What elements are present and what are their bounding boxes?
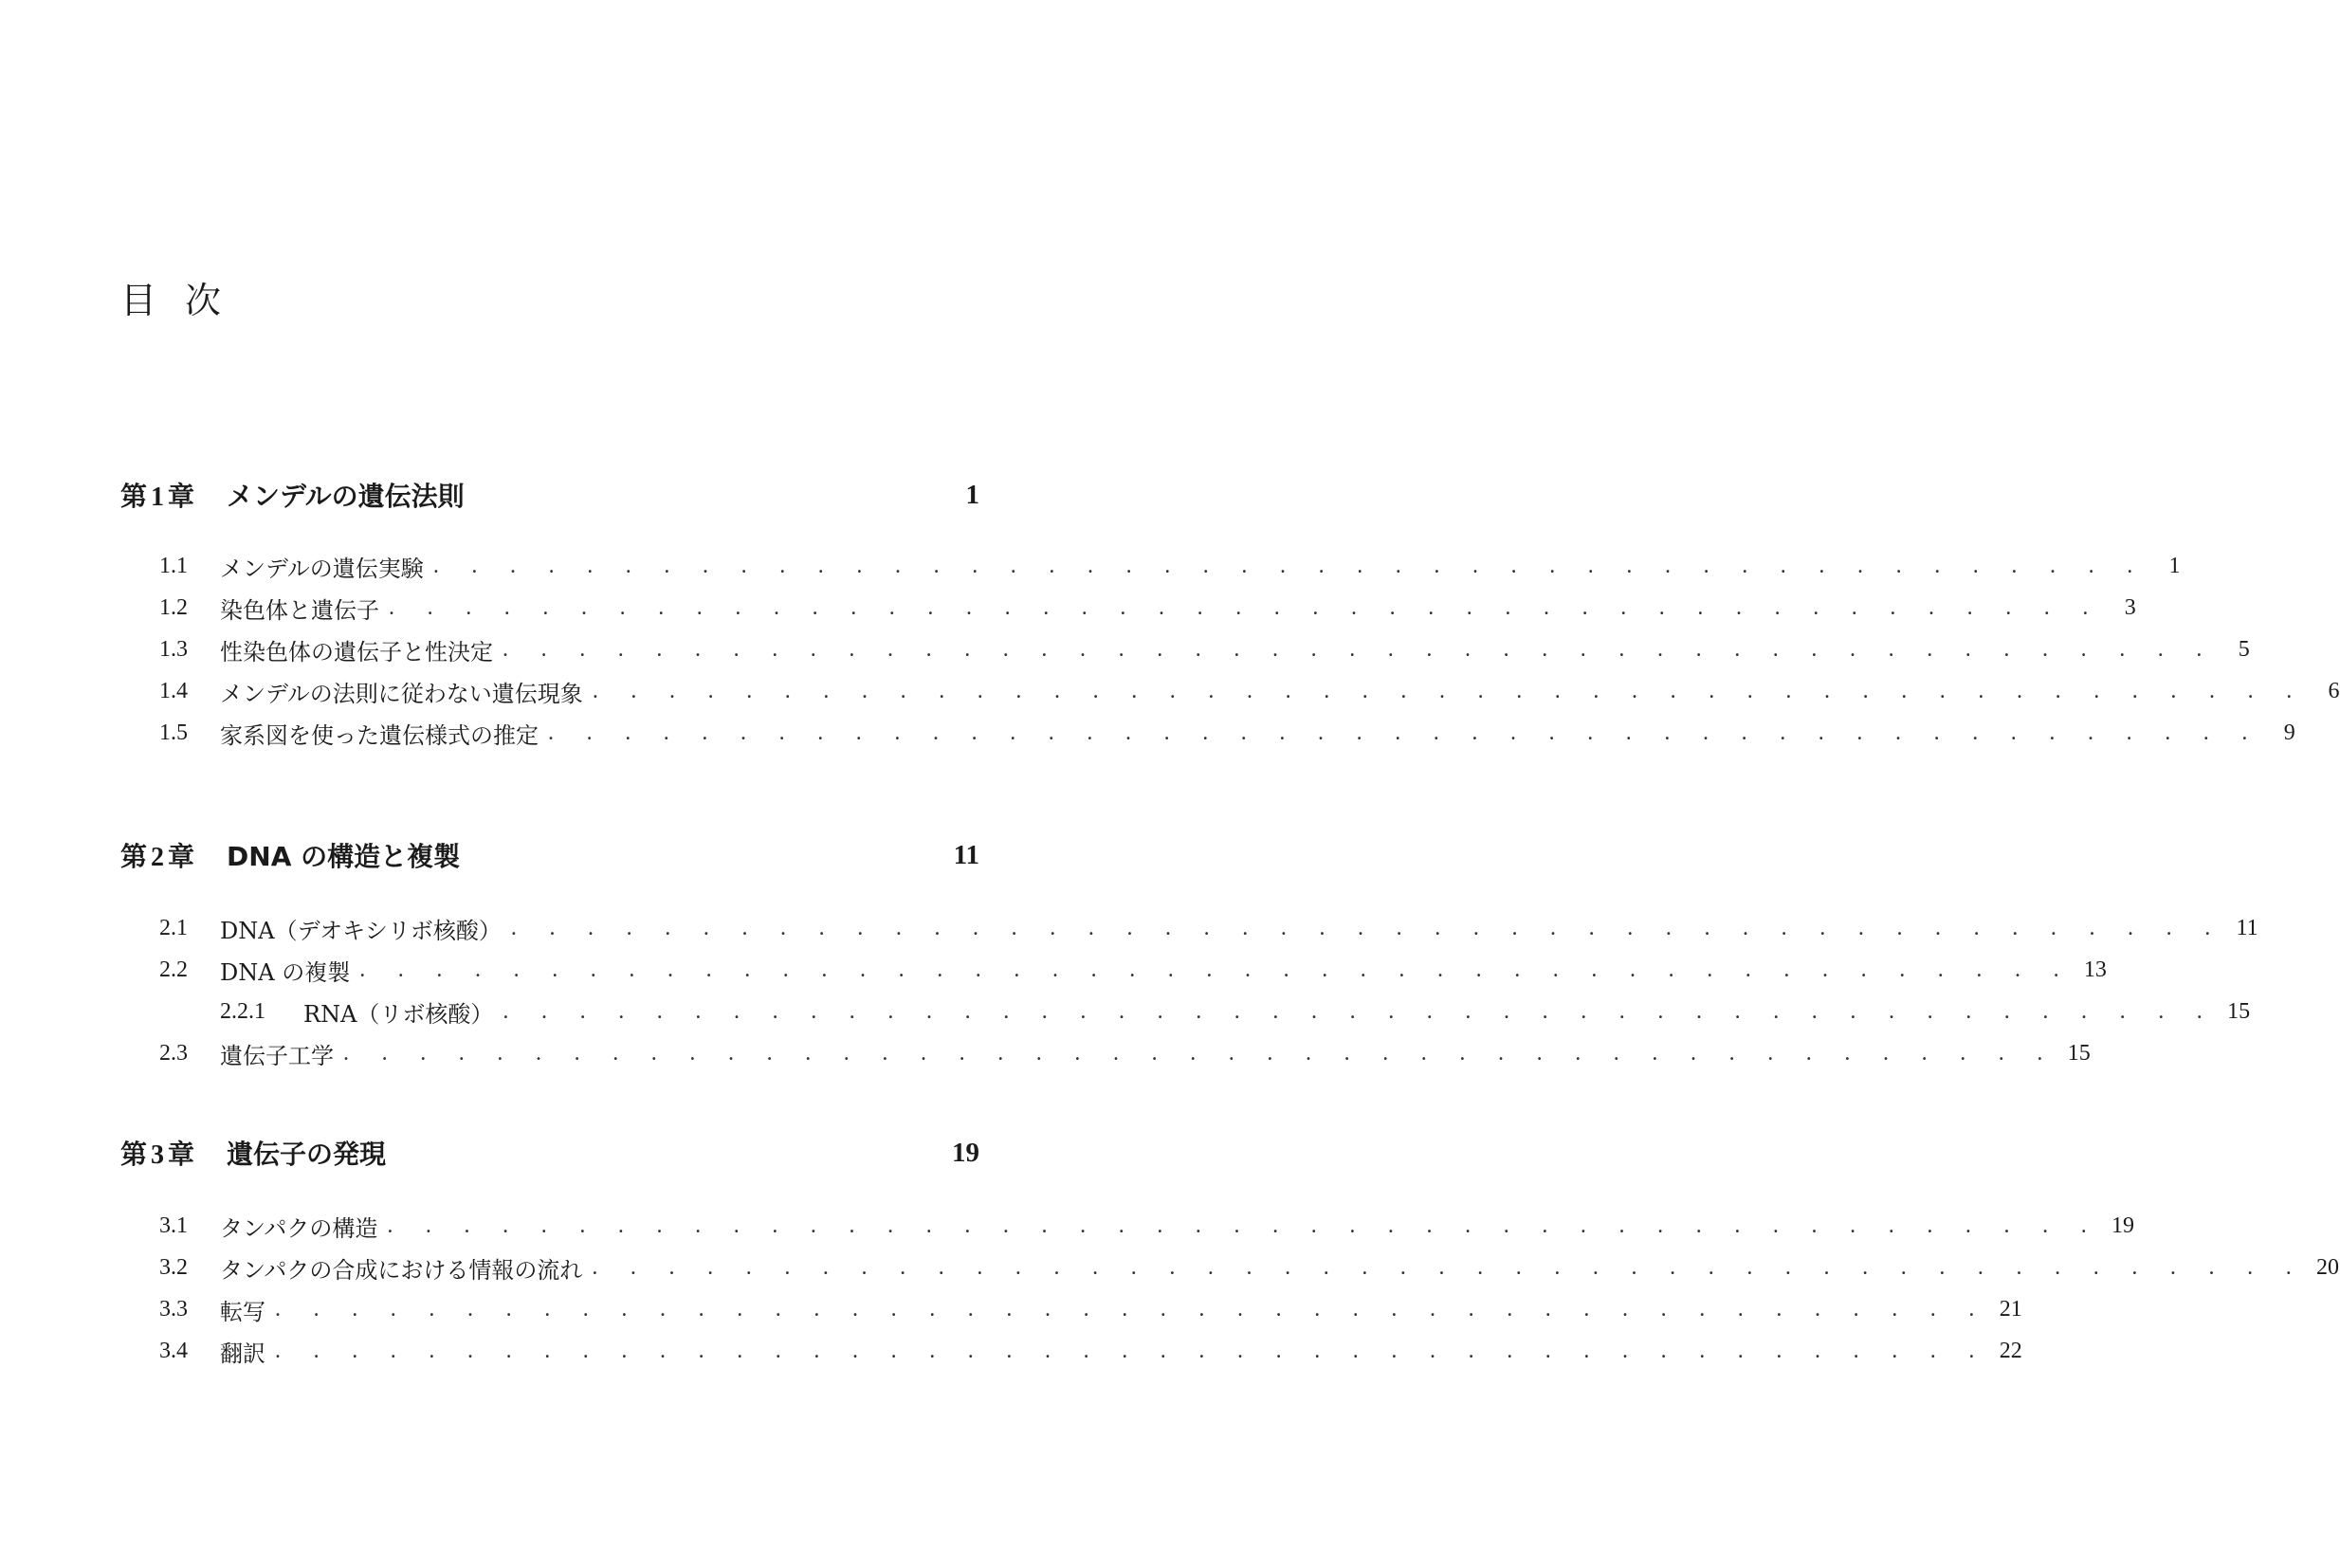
dot-leader: . . . . . . . . . . . . . . . . . . . . . . . . . . . . . . . . . . . . . . . . . . . . .	[592, 1254, 2306, 1280]
section-page-number: 9	[2283, 720, 2295, 745]
chapter-title: DNA の構造と複製	[227, 841, 461, 872]
section-title: DNA（デオキシリボ核酸）	[220, 917, 502, 944]
toc-entry-2-3[interactable]	[159, 1037, 2091, 1069]
section-page-number: 20	[2316, 1254, 2340, 1280]
dot-leader: . . . . . . . . . . . . . . . . . . . . . . . . . . . . . . . . . . . . . . . . . . . . .	[503, 636, 2216, 662]
chapter-label: 第 3 章	[120, 1139, 195, 1170]
dot-leader: . . . . . . . . . . . . . . . . . . . . . . . . . . . . . . . . . . . . . . . . . . . . .	[432, 553, 2147, 578]
section-page-number: 3	[2124, 594, 2136, 620]
toc-entry-1-1[interactable]	[159, 550, 2181, 582]
subsection-page-number: 15	[2227, 998, 2251, 1024]
section-page-number: 21	[1999, 1296, 2022, 1322]
section-title: 家系図を使った遺伝様式の推定	[220, 721, 539, 749]
section-title: タンパクの合成における情報の流れ	[220, 1256, 583, 1284]
toc-entry-3-1[interactable]	[159, 1210, 2135, 1242]
chapter-title: メンデルの遺伝法則	[227, 481, 465, 512]
toc-entry-3-3[interactable]	[159, 1293, 2022, 1325]
section-number: 1.2	[159, 594, 188, 620]
section-title: 転写	[220, 1298, 265, 1325]
section-page-number: 22	[1999, 1338, 2022, 1363]
dot-leader: . . . . . . . . . . . . . . . . . . . . . . . . . . . . . . . . . . . . . . . . . . . . .	[510, 915, 2224, 940]
section-number: 1.1	[159, 553, 188, 578]
chapter-page-number: 1	[965, 479, 979, 510]
section-page-number: 13	[2083, 957, 2107, 982]
toc-entry-1-4[interactable]	[159, 675, 2340, 707]
subsection-number: 2.2.1	[220, 998, 265, 1024]
chapter-page-number: 11	[953, 839, 979, 870]
section-page-number: 1	[2168, 553, 2181, 578]
chapter-label: 第 2 章	[120, 841, 195, 872]
section-title: 性染色体の遺伝子と性決定	[220, 638, 493, 665]
chapter-2-heading[interactable]	[120, 834, 979, 876]
section-number: 2.1	[159, 915, 188, 940]
dot-leader: . . . . . . . . . . . . . . . . . . . . . . . . . . . . . . . . . . . . . . . . . . . . .	[503, 998, 2217, 1024]
section-title: 遺伝子工学	[220, 1042, 334, 1069]
toc-entry-2-1[interactable]	[159, 912, 2258, 944]
dot-leader: . . . . . . . . . . . . . . . . . . . . . . . . . . . . . . . . . . . . . . . . . . . . .	[387, 1212, 2101, 1238]
toc-entry-2-2-1[interactable]	[220, 995, 2251, 1028]
section-number: 3.1	[159, 1212, 188, 1238]
toc-entry-2-2[interactable]	[159, 954, 2107, 986]
section-number: 2.2	[159, 957, 188, 982]
section-number: 1.4	[159, 678, 188, 703]
chapter-page-number: 19	[952, 1137, 979, 1168]
section-page-number: 5	[2238, 636, 2250, 662]
dot-leader: . . . . . . . . . . . . . . . . . . . . . . . . . . . . . . . . . . . . . . . . . . . . .	[275, 1338, 1988, 1363]
section-number: 3.3	[159, 1296, 188, 1322]
section-number: 1.5	[159, 720, 188, 745]
subsection-title: RNA（リボ核酸）	[303, 1000, 494, 1028]
chapter-title: 遺伝子の発現	[227, 1139, 387, 1170]
section-number: 2.3	[159, 1040, 188, 1066]
section-title: DNA の複製	[220, 958, 351, 986]
toc-entry-1-3[interactable]	[159, 633, 2250, 665]
section-title: タンパクの構造	[220, 1214, 378, 1242]
section-title: メンデルの法則に従わない遺伝現象	[220, 680, 583, 707]
section-page-number: 11	[2236, 915, 2258, 940]
chapter-1-heading[interactable]	[120, 474, 979, 516]
section-page-number: 15	[2067, 1040, 2091, 1066]
section-page-number: 6	[2328, 678, 2340, 703]
chapter-3-heading[interactable]	[120, 1132, 979, 1174]
toc-entry-1-2[interactable]	[159, 592, 2136, 624]
dot-leader: . . . . . . . . . . . . . . . . . . . . . . . . . . . . . . . . . . . . . . . . . . . . .	[275, 1296, 1988, 1322]
page-title: 目次	[120, 280, 250, 321]
section-page-number: 19	[2111, 1212, 2135, 1238]
toc-entry-3-4[interactable]	[159, 1335, 2022, 1367]
dot-leader: . . . . . . . . . . . . . . . . . . . . . . . . . . . . . . . . . . . . . . . . . . . . .	[548, 720, 2261, 745]
dot-leader: . . . . . . . . . . . . . . . . . . . . . . . . . . . . . . . . . . . . . . . . . . . . .	[389, 594, 2102, 620]
toc-entry-3-2[interactable]	[159, 1251, 2340, 1284]
section-title: 染色体と遺伝子	[220, 596, 379, 624]
section-title: メンデルの遺伝実験	[220, 555, 424, 582]
section-number: 1.3	[159, 636, 188, 662]
chapter-label: 第 1 章	[120, 481, 195, 512]
dot-leader: . . . . . . . . . . . . . . . . . . . . . . . . . . . . . . . . . . . . . . . . . . . . .	[343, 1040, 2057, 1066]
section-title: 翻訳	[220, 1340, 265, 1367]
dot-leader: . . . . . . . . . . . . . . . . . . . . . . . . . . . . . . . . . . . . . . . . . . . . .	[592, 678, 2306, 703]
toc-entry-1-5[interactable]	[159, 717, 2295, 749]
section-number: 3.2	[159, 1254, 188, 1280]
section-number: 3.4	[159, 1338, 188, 1363]
dot-leader: . . . . . . . . . . . . . . . . . . . . . . . . . . . . . . . . . . . . . . . . . . . . .	[359, 957, 2073, 982]
